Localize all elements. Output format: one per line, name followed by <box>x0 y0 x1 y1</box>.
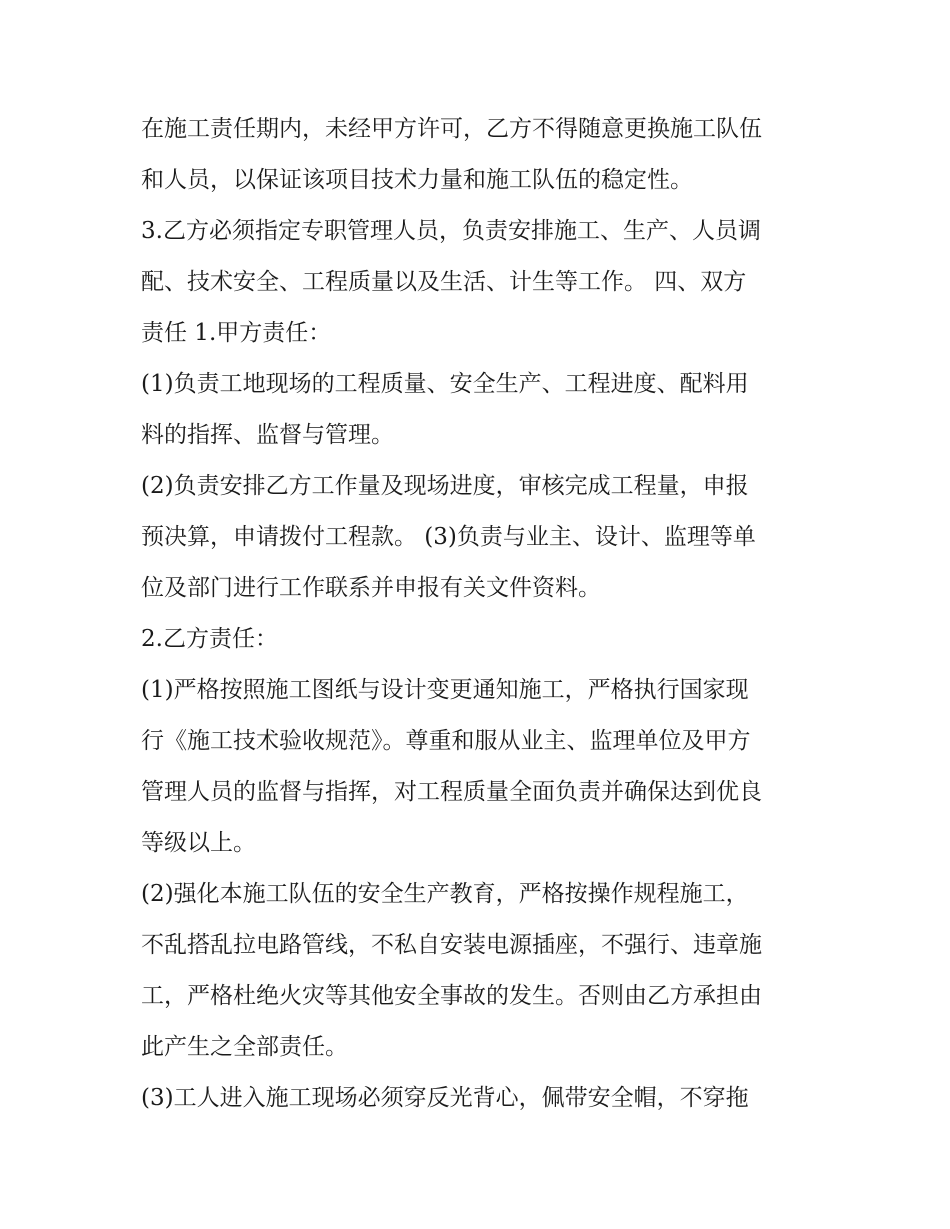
text-line: (1)负责工地现场的工程质量、安全生产、工程进度、配料用 <box>141 371 749 397</box>
text-line: 料的指挥、监督与管理。 <box>141 422 394 448</box>
text-line: 配、技术安全、工程质量以及生活、计生等工作。 四、双方 <box>141 269 747 295</box>
text-line: 3.乙方必须指定专职管理人员，负责安排施工、生产、人员调 <box>141 218 761 244</box>
text-line: 等级以上。 <box>141 830 256 856</box>
text-line: 此产生之全部责任。 <box>141 1034 348 1060</box>
text-line: 位及部门进行工作联系并申报有关文件资料。 <box>141 575 601 601</box>
text-line: 预决算，申请拨付工程款。 (3)负责与业主、设计、监理等单 <box>141 524 756 550</box>
text-line: (2)负责安排乙方工作量及现场进度，审核完成工程量，申报 <box>141 473 749 499</box>
text-line: (1)严格按照施工图纸与设计变更通知施工，严格执行国家现 <box>141 677 749 703</box>
text-line: 管理人员的监督与指挥，对工程质量全面负责并确保达到优良 <box>141 779 762 805</box>
document-page <box>141 104 821 1124</box>
text-line: (2)强化本施工队伍的安全生产教育，严格按操作规程施工， <box>141 881 749 907</box>
text-line: 和人员，以保证该项目技术力量和施工队伍的稳定性。 <box>141 167 693 193</box>
text-line: 2.乙方责任： <box>141 626 278 652</box>
text-line: 在施工责任期内，未经甲方许可，乙方不得随意更换施工队伍 <box>141 116 762 142</box>
text-line: (3)工人进入施工现场必须穿反光背心，佩带安全帽，不穿拖 <box>141 1085 749 1111</box>
text-line: 工，严格杜绝火灾等其他安全事故的发生。否则由乙方承担由 <box>141 983 762 1009</box>
text-line: 责任 1.甲方责任： <box>141 320 332 346</box>
text-line: 行《施工技术验收规范》。尊重和服从业主、监理单位及甲方 <box>141 728 751 754</box>
text-line: 不乱搭乱拉电路管线，不私自安装电源插座，不强行、违章施 <box>141 932 762 958</box>
